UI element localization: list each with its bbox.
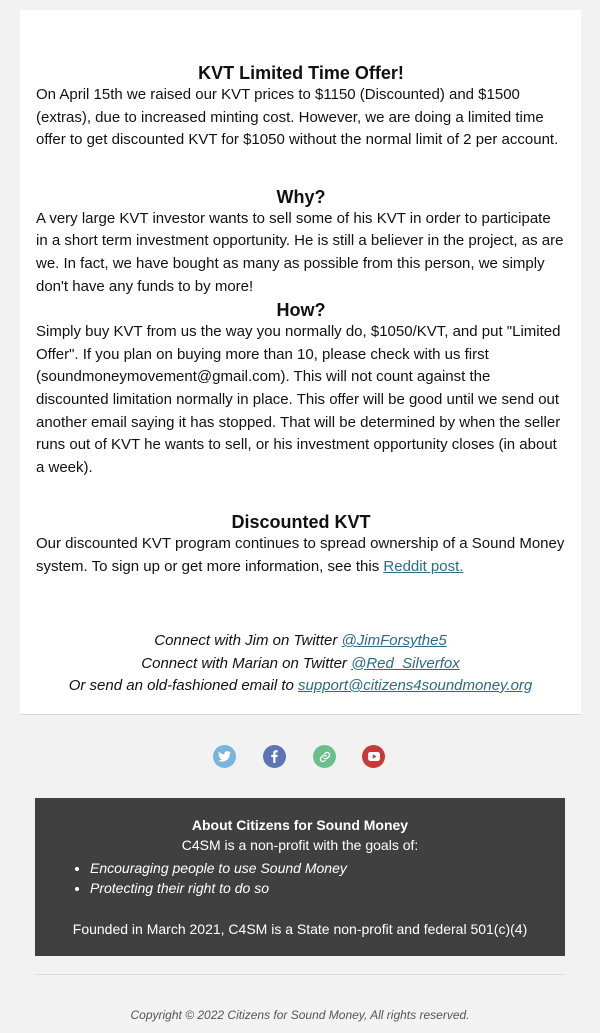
goal-item: • Encouraging people to use Sound Money [90,858,347,878]
why-heading: Why? [276,186,326,207]
offer-heading: KVT Limited Time Offer! [198,63,404,83]
marian-twitter-link[interactable]: @Red_Silverfox [351,654,460,672]
connect-marian-text: Connect with Marian on Twitter [141,654,352,672]
twitter-icon[interactable] [213,745,236,768]
discounted-body [36,533,566,578]
connect-jim-text: Connect with Jim on Twitter [154,632,342,649]
copyright-text: Copyright © 2022 Citizens for Sound Money, All rights reserved. [130,1008,470,1022]
jim-twitter-link[interactable]: @JimForsythe5 [341,632,447,649]
founded-text: Founded in March 2021, C4SM is a State non-profit and federal 501(c)(4) [72,921,528,937]
support-email-link[interactable]: support@citizens4soundmoney.org [298,677,533,694]
how-heading: How? [276,300,326,321]
about-title: About Citizens for Sound Money [191,817,409,833]
discounted-text: Our discounted KVT program continues to spread ownership of a Sound Money system. To sign up or get more information, see this [36,535,565,575]
email-content [36,62,566,579]
goal-item: • Protecting their right to do so [90,878,347,898]
connect-email-text: Or send an old-fashioned email to [68,677,299,694]
connect-marian [20,653,581,676]
facebook-icon[interactable] [263,745,286,768]
why-body: A very large KVT investor wants to sell some of his KVT in order to participate in a short term investment opportunity. He is still a believer in the project, as are we. In fact, we have bought as many as possible from this person, we simply don't have any funds to by more! [36,209,564,295]
offer-body: On April 15th we raised our KVT prices to $1150 (Discounted) and $1500 (extras), due to increased minting cost. However, we are doing a limited time offer to get discounted KVT for $1050 without the normal limit of 2 per account. [36,86,559,149]
connect-section [20,630,581,698]
about-subtitle: C4SM is a non-profit with the goals of: [181,837,419,853]
reddit-post-link[interactable]: Reddit post. [383,557,464,575]
divider [20,714,581,715]
connect-jim [20,630,581,653]
about-box [35,798,565,956]
email-card [20,10,581,714]
social-links [0,745,600,769]
youtube-icon[interactable] [362,745,385,768]
how-body: Simply buy KVT from us the way you normally do, $1050/KVT, and put "Limited Offer". If you plan on buying more than 10, please check with us first (soundmoneymovement@gmail.com). This will not count against the discounted limitation normally in place. This offer will be good until we send out another email saying it has stopped. That will be determined by when the seller runs out of KVT he wants to sell, or his investment opportunity closes (in about a week). [36,323,561,476]
discounted-heading: Discounted KVT [231,512,371,533]
footer-divider [35,974,565,975]
link-icon[interactable] [313,745,336,768]
connect-email [20,675,581,698]
goals-list [35,858,347,898]
